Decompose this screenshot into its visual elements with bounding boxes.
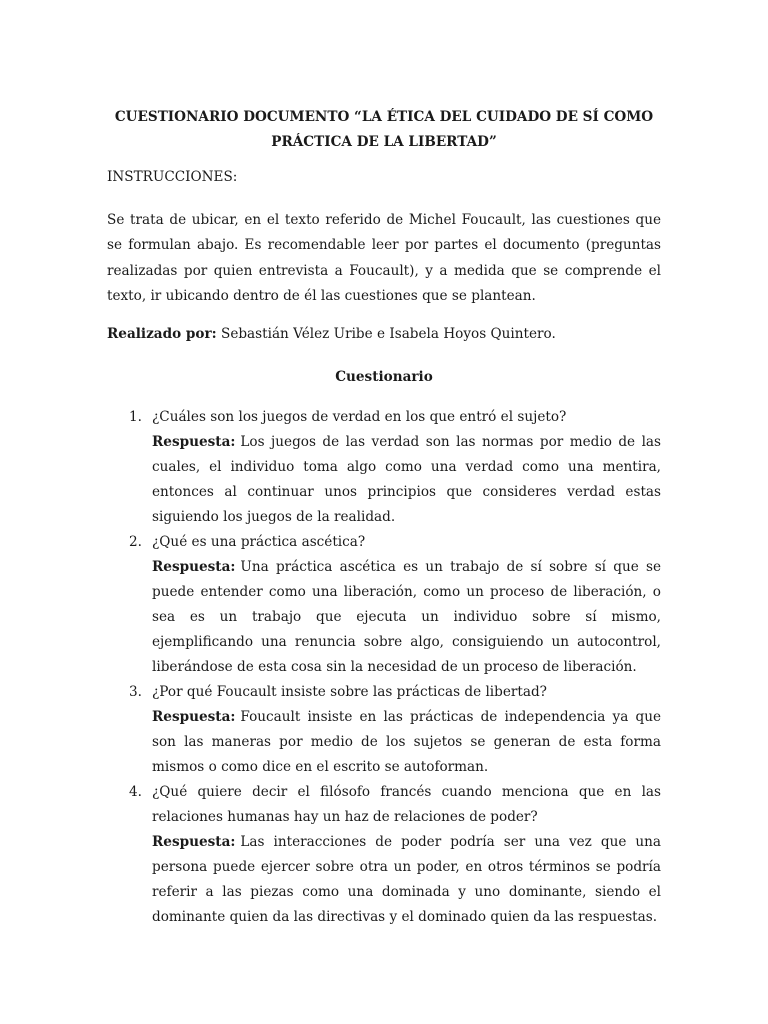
item-number: 4.	[129, 784, 142, 800]
answer-label: Respuesta:	[152, 709, 236, 725]
questionnaire-list	[107, 405, 661, 930]
document-title	[100, 105, 668, 155]
item-number: 3.	[129, 684, 142, 700]
question-text: ¿Qué es una práctica ascética?	[152, 534, 366, 550]
answer-block	[152, 830, 661, 930]
instructions-heading: INSTRUCCIONES:	[107, 169, 238, 185]
answer-text: Las interacciones de poder podría ser una vez que una persona puede ejercer sobre otra un poder, en otros términos se podría referir a las piezas como una dominada y uno dominante, siendo el dominante quien da las directivas y el dominado quien da las respuestas.	[152, 834, 661, 925]
question-text: ¿Por qué Foucault insiste sobre las prácticas de libertad?	[152, 684, 547, 700]
list-item	[107, 680, 661, 780]
item-number: 1.	[129, 409, 142, 425]
answer-text: Una práctica ascética es un trabajo de sí sobre sí que se puede entender como una liberación, como un proceso de liberación, o sea es un trabajo que ejecuta un individuo sobre sí mismo, ejemplificando una renuncia sobre algo, consiguiendo un autocontrol, liberándose de esta cosa sin la necesidad de un proceso de liberación.	[152, 559, 661, 675]
list-item	[107, 405, 661, 530]
answer-label: Respuesta:	[152, 834, 236, 850]
author-line	[107, 326, 556, 342]
answer-block	[152, 705, 661, 780]
item-number: 2.	[129, 534, 142, 550]
answer-block	[152, 430, 661, 530]
answer-block	[152, 555, 661, 680]
answer-text: Los juegos de las verdad son las normas por medio de las cuales, el individuo toma algo como una verdad como una mentira, entonces al continuar unos principios que consideres verdad estas siguiendo los juegos de la realidad.	[152, 434, 661, 525]
question-text: ¿Cuáles son los juegos de verdad en los que entró el sujeto?	[152, 409, 567, 425]
instructions-paragraph: Se trata de ubicar, en el texto referido de Michel Foucault, las cuestiones que se formulan abajo. Es recomendable leer por partes el documento (preguntas realizadas por quien entrevista a Foucault), y a medida que se comprende el texto, ir ubicando dentro de él las cuestiones que se plantean.	[107, 212, 661, 305]
section-title: Cuestionario	[335, 369, 433, 385]
title-line-2: PRÁCTICA DE LA LIBERTAD”	[271, 134, 497, 150]
question-text: ¿Qué quiere decir el filósofo francés cuando menciona que en las relaciones humanas hay un haz de relaciones de poder?	[152, 784, 661, 825]
title-line-1: CUESTIONARIO DOCUMENTO “LA ÉTICA DEL CUIDADO DE SÍ COMO	[114, 109, 654, 125]
answer-label: Respuesta:	[152, 434, 236, 450]
author-label: Realizado por:	[107, 326, 217, 342]
list-item	[107, 780, 661, 930]
list-item	[107, 530, 661, 680]
answer-text: Foucault insiste en las prácticas de independencia ya que son las maneras por medio de los sujetos se generan de esta forma mismos o como dice en el escrito se autoforman.	[152, 709, 661, 775]
author-names: Sebastián Vélez Uribe e Isabela Hoyos Quintero.	[221, 326, 556, 342]
answer-label: Respuesta:	[152, 559, 236, 575]
